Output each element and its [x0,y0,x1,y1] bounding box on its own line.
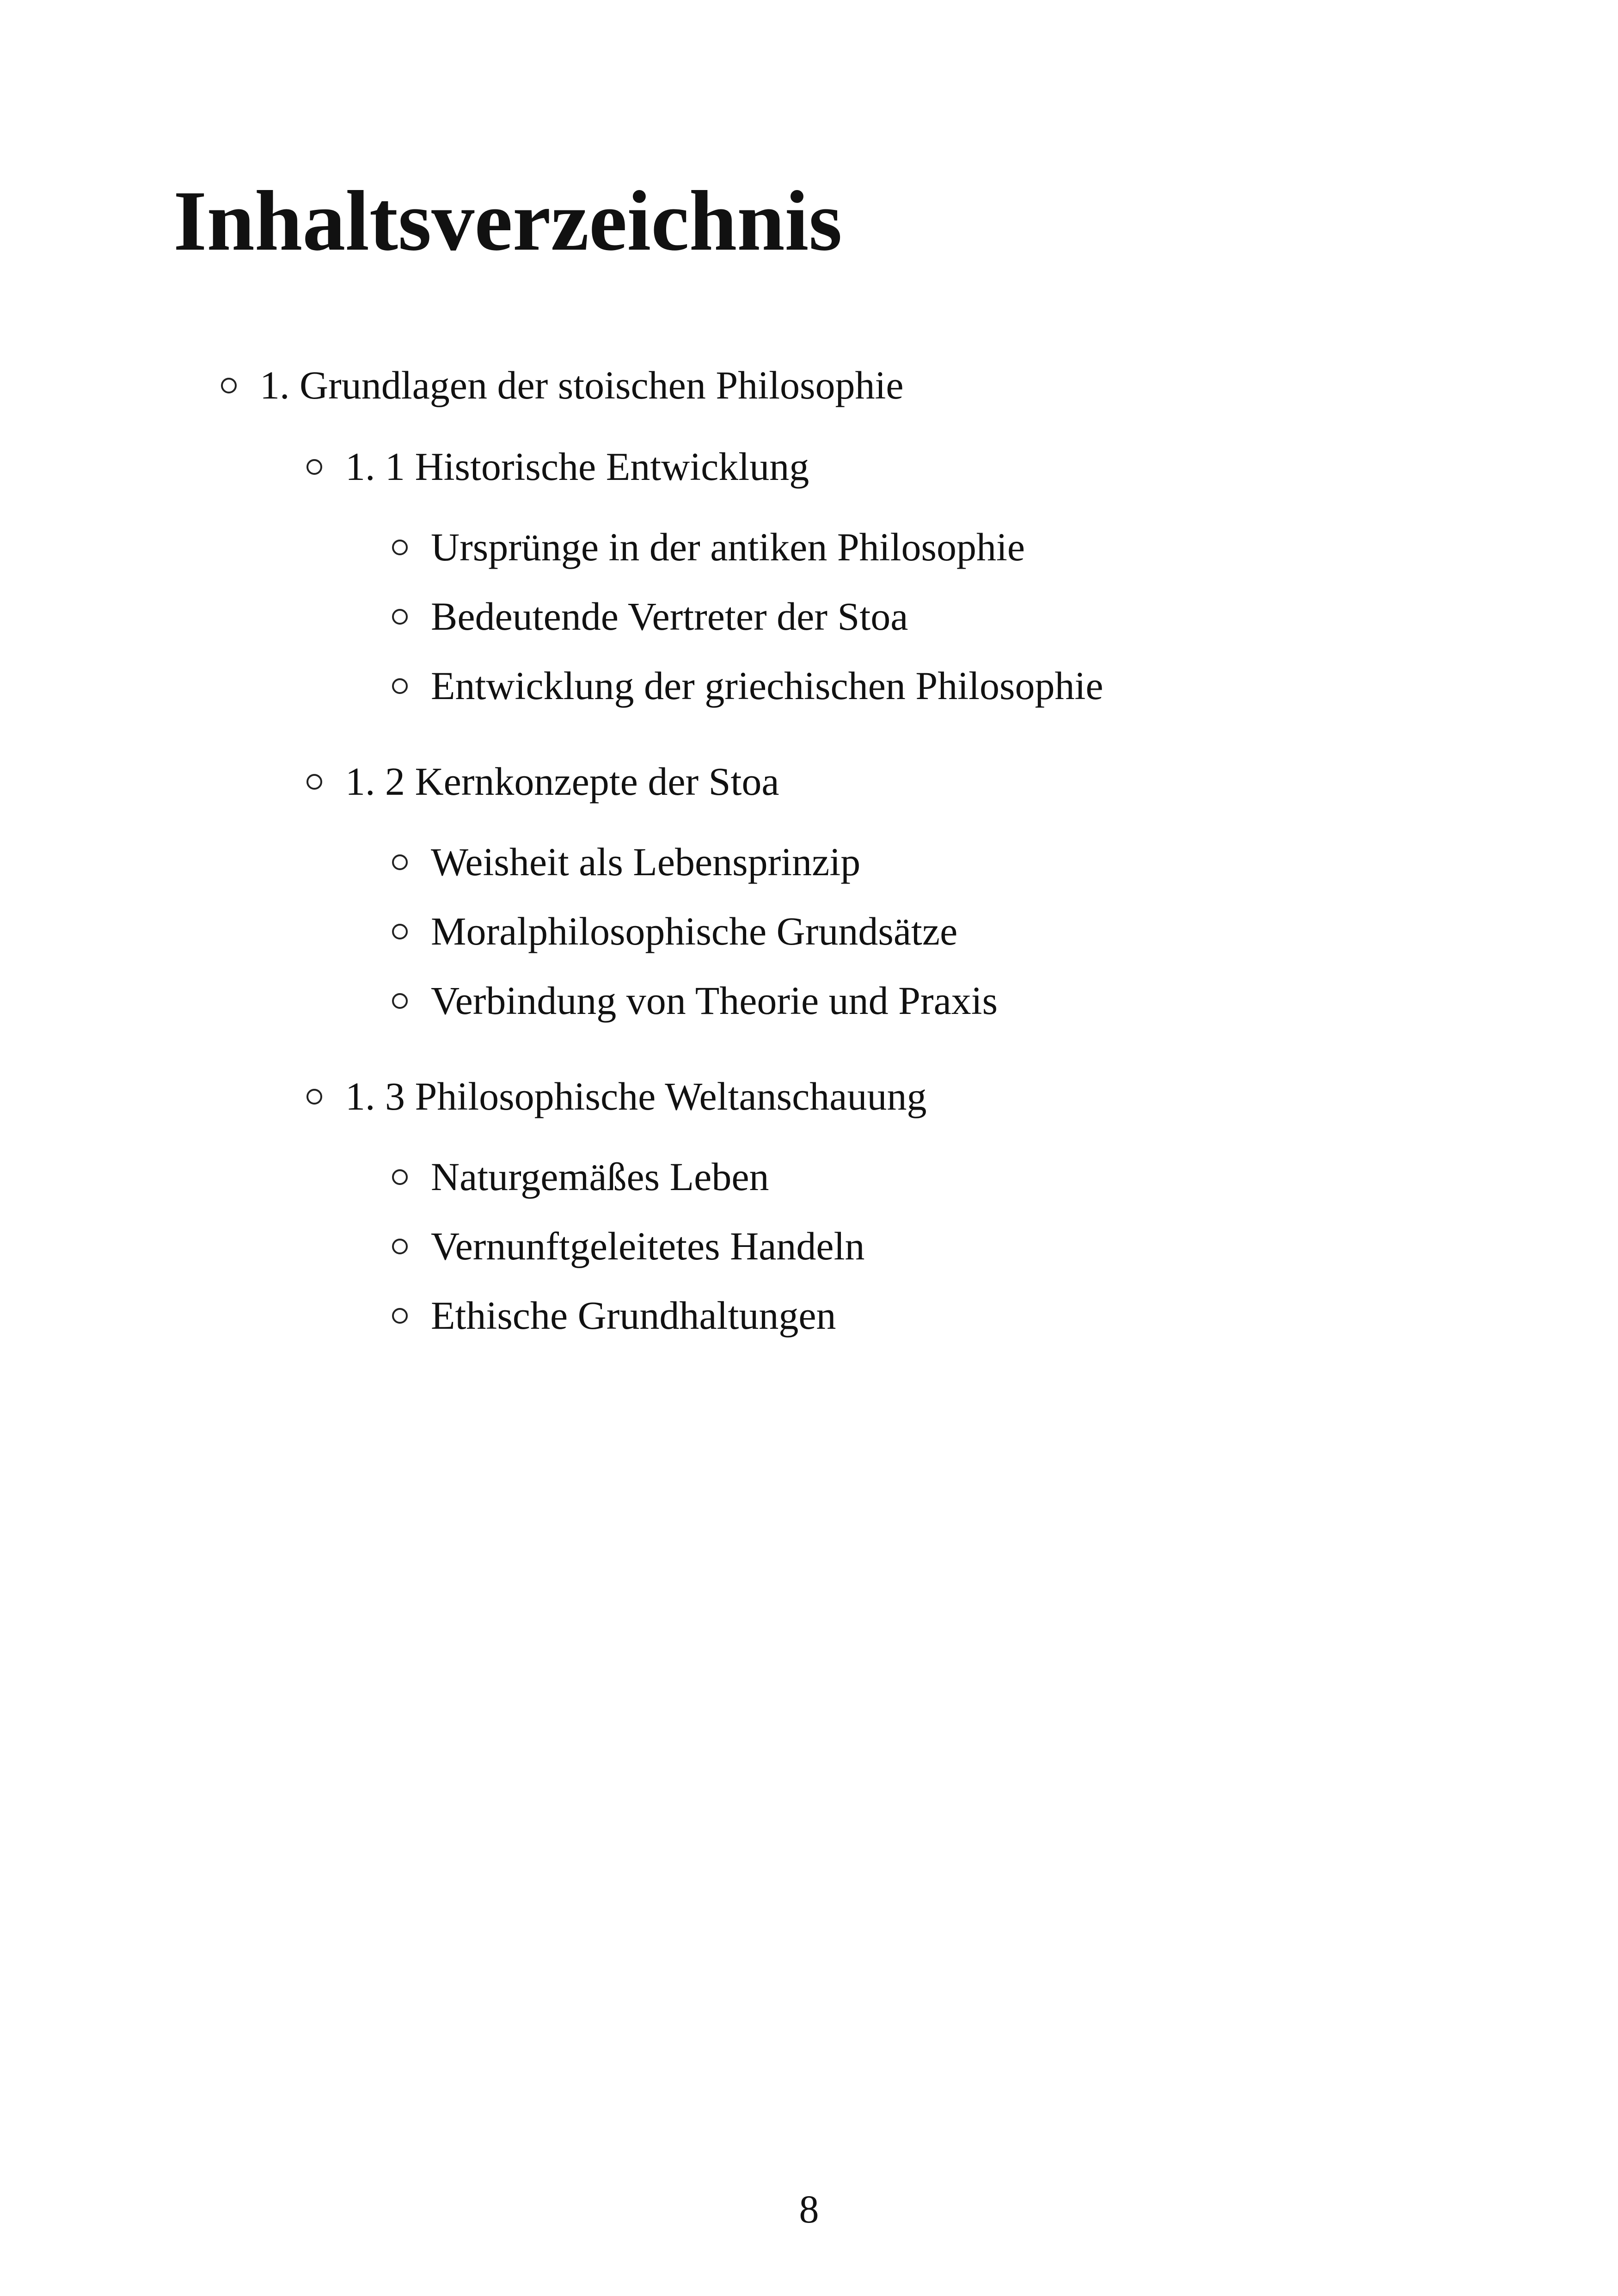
toc-section-label: 1. 1 Historische Entwicklung [345,444,809,489]
toc-item [392,527,1025,567]
circle-bullet-icon [392,1308,408,1324]
toc-section-label: 1. 3 Philosophische Weltanschauung [345,1074,927,1118]
circle-bullet-icon [392,854,408,870]
circle-bullet-icon [392,924,408,939]
toc-chapter-1 [221,365,904,405]
toc-item-label: Vernunftgeleitetes Handeln [431,1224,865,1268]
circle-bullet-icon [221,378,237,393]
toc-item-label: Moralphilosophische Grundsätze [431,909,958,953]
circle-bullet-icon [392,1169,408,1185]
toc-item [392,1293,836,1338]
toc-item-label: Ethische Grundhaltungen [431,1293,836,1338]
circle-bullet-icon [392,993,408,1009]
toc-item [392,1226,864,1266]
toc-item-label: Ursprünge in der antiken Philosophie [431,525,1025,569]
page-number: 8 [799,2187,819,2231]
toc-section-label: 1. 2 Kernkonzepte der Stoa [345,759,779,804]
circle-bullet-icon [392,540,408,555]
toc-item-label: Weisheit als Lebensprinzip [431,840,861,884]
toc-section-1-2 [306,759,779,804]
toc-section-1-1 [306,444,809,489]
circle-bullet-icon [392,1239,408,1254]
toc-item [392,842,860,882]
circle-bullet-icon [306,1089,322,1105]
circle-bullet-icon [306,459,322,475]
toc-item [392,596,908,636]
toc-chapter-label: 1. Grundlagen der stoischen Philosophie [260,363,904,407]
toc-item-label: Bedeutende Vertreter der Stoa [431,594,908,638]
toc-item [392,663,1103,708]
toc-item [392,978,998,1023]
circle-bullet-icon [392,678,408,694]
toc-item [392,1154,769,1199]
page-title: Inhaltsverzeichnis [173,173,842,269]
toc-item-label: Naturgemäßes Leben [431,1154,769,1199]
toc-section-1-3 [306,1076,926,1116]
circle-bullet-icon [306,774,322,790]
toc-item-label: Verbindung von Theorie und Praxis [431,978,998,1023]
toc-item [392,911,957,951]
circle-bullet-icon [392,609,408,625]
toc-item-label: Entwicklung der griechischen Philosophie [431,663,1103,708]
